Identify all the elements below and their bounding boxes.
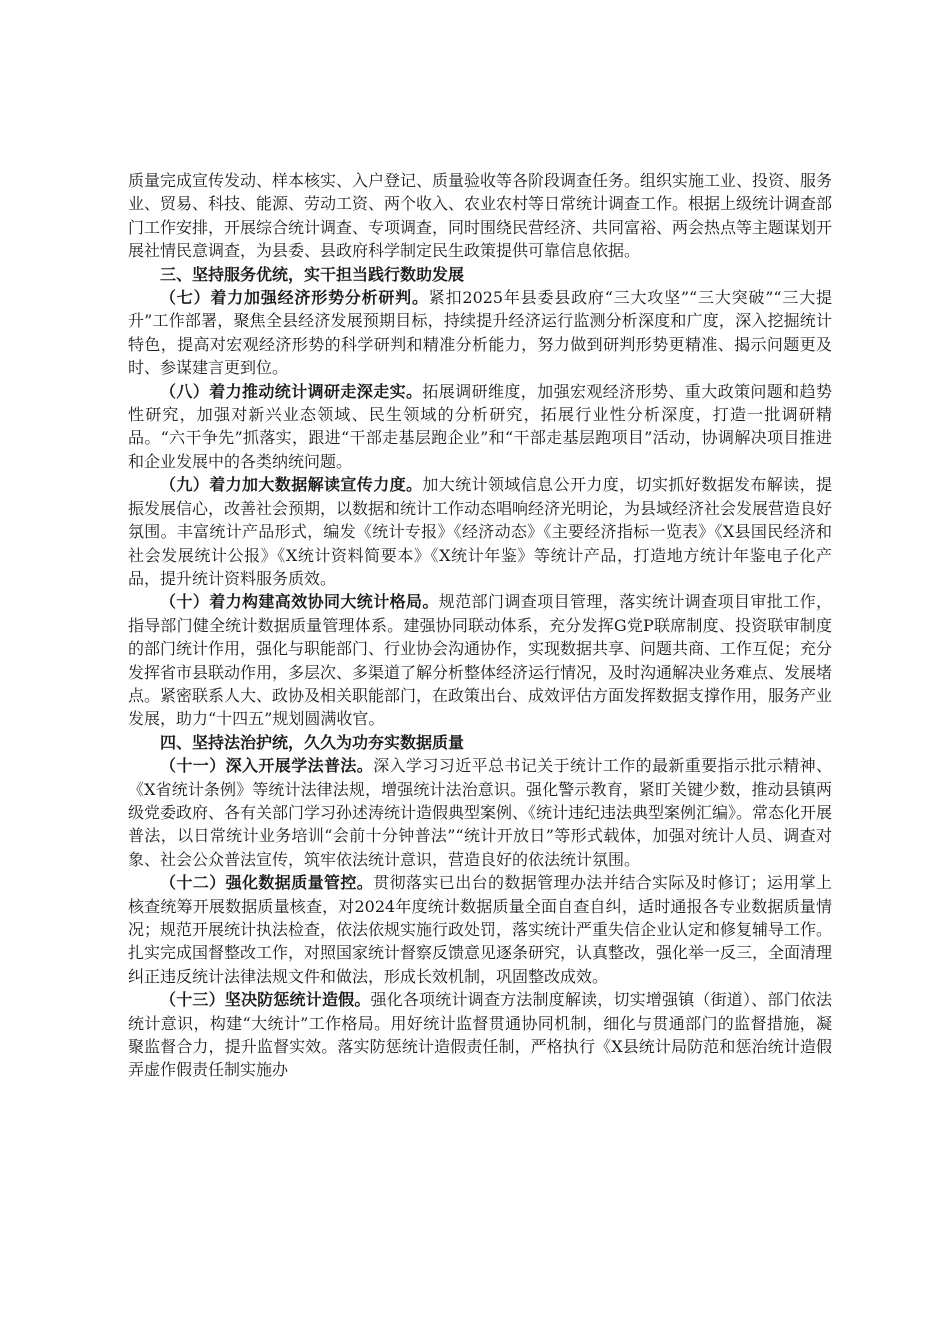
- item-10-body: 规范部门调查项目管理，落实统计调查项目审批工作，指导部门健全统计数据质量管理体系。建强协同联动体系，充分发挥G党P联席制度、投资联审制度的部门统计作用，强化与职能部门、行业协会沟通协作，实现数据共享、问题共商、工作互促；充分发挥省市县联动作用，多层次、多渠道了解分析整体经济运行情况，及时沟通解决业务难点、发展堵点。紧密联系人大、政协及相关职能部门，在政策出台、成效评估方面发挥数据支撑作用，服务产业发展，助力“十四五”规划圆满收官。: [128, 592, 833, 729]
- item-13-lead: （十三）坚决防惩统计造假。: [160, 990, 371, 1010]
- section-heading-3: 三、坚持服务优统，实干担当践行数助发展: [160, 264, 465, 284]
- item-11-body: 深入学习习近平总书记关于统计工作的最新重要指示批示精神、《X省统计条例》等统计法律法规，增强统计法治意识。强化警示教育，紧盯关键少数，推动县镇两级党委政府、各有关部门学习孙述涛统计造假典型案例、《统计违纪违法典型案例汇编》。常态化开展普法，以日常统计业务培训“会前十分钟普法”“统计开放日”等形式载体，加强对统计人员、调查对象、社会公众普法宣传，筑牢依法统计意识，营造良好的依法统计氛围。: [128, 756, 833, 869]
- item-11-lead: （十一）深入开展学法普法。: [160, 756, 374, 776]
- item-12-lead: （十二）强化数据质量管控。: [160, 873, 374, 893]
- item-13-body: 强化各项统计调查方法制度解读，切实增强镇（街道）、部门依法统计意识，构建“大统计”工作格局。用好统计监督贯通协同机制，细化与贯通部门的监督措施，凝聚监督合力，提升监督实效。落实防惩统计造假责任制，严格执行《X县统计局防范和惩治统计造假弄虚作假责任制实施办: [128, 990, 832, 1080]
- item-9: [128, 473, 832, 590]
- item-12: [128, 871, 832, 988]
- item-10-lead: （十）着力构建高效协同大统计格局。: [160, 592, 439, 612]
- item-12-body: 贯彻落实已出台的数据管理办法并结合实际及时修订；运用掌上核查统筹开展数据质量核查，对2024年度统计数据质量全面自查自纠，适时通报各专业数据质量情况；规范开展统计执法检查，依法依规实施行政处罚，落实统计严重失信企业认定和修复辅导工作。扎实完成国督整改工作，对照国家统计督察反馈意见逐条研究，认真整改，强化举一反三，全面清理纠正违反统计法律法规文件和做法，形成长效机制，巩固整改成效。: [128, 873, 833, 986]
- item-8-body: 拓展调研维度，加强宏观经济形势、重大政策问题和趋势性研究，加强对新兴业态领域、民生领域的分析研究，拓展行业性分析深度，打造一批调研精品。“六干争先”抓落实，跟进“干部走基层跑企业”和“干部走基层跑项目”活动，协调解决项目推进和企业发展中的各类纳统问题。: [128, 381, 832, 471]
- item-7-lead: （七）着力加强经济形势分析研判。: [160, 288, 429, 308]
- item-7-body: 紧扣2025年县委县政府“三大攻坚”“三大突破”“三大提升”工作部署，聚焦全县经济发展预期目标，持续提升经济运行监测分析深度和广度，深入挖掘统计特色，提高对宏观经济形势的科学研判和精准分析能力，努力做到研判形势更精准、揭示问题更及时、参谋建言更到位。: [128, 288, 832, 378]
- item-7: [128, 286, 832, 380]
- item-13: [128, 988, 832, 1082]
- item-8: [128, 380, 832, 474]
- item-10: [128, 590, 832, 730]
- paragraph-continuation: 质量完成宣传发动、样本核实、入户登记、质量验收等各阶段调查任务。组织实施工业、投资、服务业、贸易、科技、能源、劳动工资、两个收入、农业农村等日常统计调查工作。根据上级统计调查部门工作安排，开展综合统计调查、专项调查，同时围绕民营经济、共同富裕、两会热点等主题谋划开展社情民意调查，为县委、县政府科学制定民生政策提供可靠信息依据。: [128, 171, 833, 261]
- item-11: [128, 754, 832, 871]
- item-9-lead: （九）着力加大数据解读宣传力度。: [160, 475, 423, 495]
- item-9-body: 加大统计领域信息公开力度，切实抓好数据发布解读，提振发展信心，改善社会预期，以数据和统计工作动态唱响经济光明论，为县域经济社会发展营造良好氛围。丰富统计产品形式，编发《统计专报》《经济动态》《主要经济指标一览表》《X县国民经济和社会发展统计公报》《X统计资料简要本》《X统计年鉴》等统计产品，打造地方统计年鉴电子化产品，提升统计资料服务质效。: [128, 475, 833, 588]
- document-body: [128, 169, 832, 1082]
- item-8-lead: （八）着力推动统计调研走深走实。: [160, 381, 423, 401]
- section-heading-4: 四、坚持法治护统，久久为功夯实数据质量: [160, 732, 465, 752]
